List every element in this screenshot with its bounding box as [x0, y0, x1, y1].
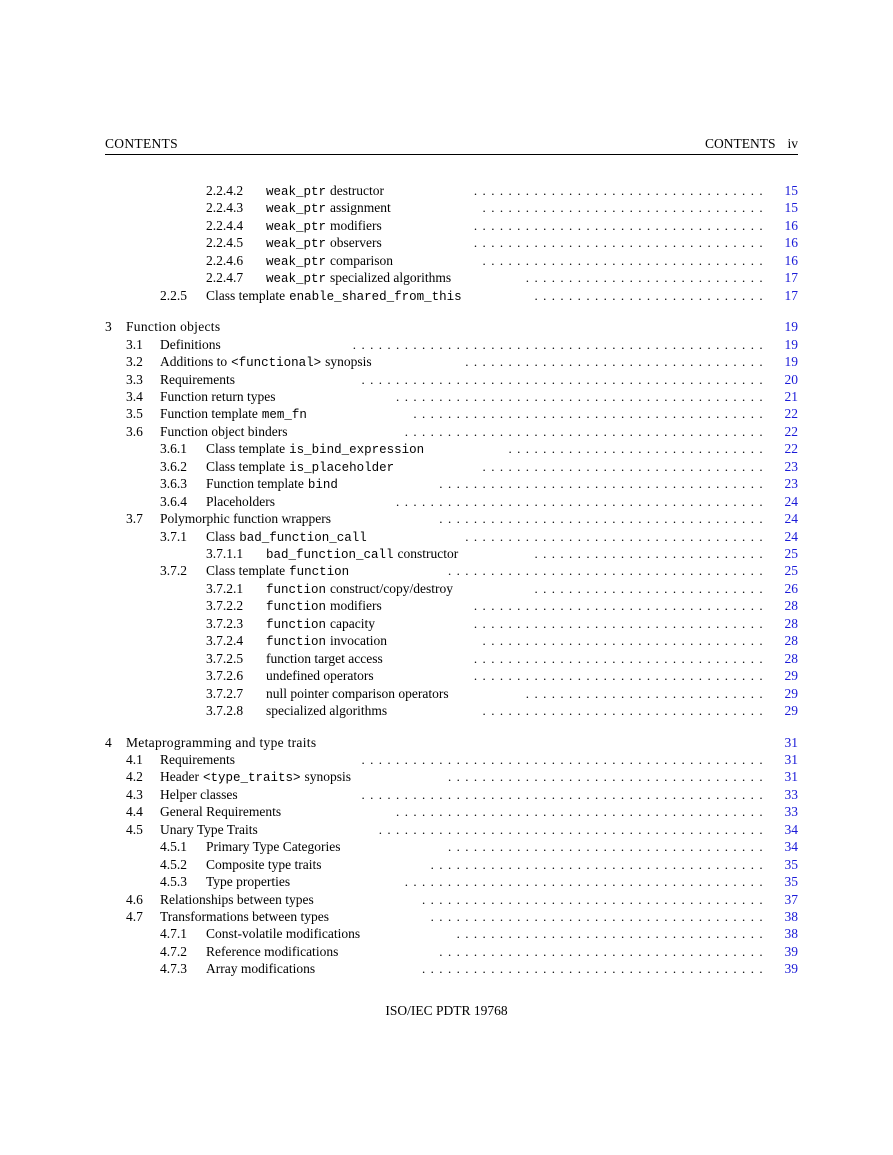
toc-plain-text: Definitions	[160, 336, 221, 352]
toc-page-link[interactable]: 20	[784, 371, 798, 387]
toc-entry-title[interactable]	[160, 768, 351, 787]
toc-page-link[interactable]: 17	[784, 270, 798, 286]
toc-plain-text: synopsis	[325, 354, 372, 370]
toc-entry[interactable]	[0, 510, 893, 528]
toc-dot-leader: ...........................................	[396, 493, 768, 509]
toc-entry-number: 4.5	[126, 821, 143, 837]
toc-entry-title[interactable]	[206, 440, 424, 459]
toc-page-link[interactable]: 25	[784, 563, 798, 579]
toc-entry-number: 2.2.4.4	[206, 217, 244, 233]
toc-entry[interactable]	[0, 199, 893, 217]
toc-page-link[interactable]: 24	[784, 511, 798, 527]
toc-entry-title[interactable]	[206, 528, 367, 547]
toc-code-text: bad_function_call	[239, 530, 367, 545]
toc-plain-text: Function template	[160, 406, 258, 422]
toc-entry-number: 2.2.5	[160, 287, 187, 303]
toc-entry-title[interactable]	[160, 908, 329, 926]
toc-code-text: bind	[307, 478, 338, 493]
toc-code-text: function	[266, 582, 327, 597]
toc-page-link[interactable]: 23	[784, 476, 798, 492]
toc-entry-number: 3.7.2.7	[206, 685, 244, 701]
toc-plain-text: Placeholders	[206, 493, 275, 509]
toc-entry-title[interactable]	[266, 650, 383, 668]
toc-dot-leader: ...........................................	[396, 804, 768, 820]
toc-page-link[interactable]: 28	[784, 598, 798, 614]
toc-entry[interactable]	[0, 528, 893, 546]
toc-entry-title[interactable]	[266, 702, 387, 720]
toc-chapter[interactable]	[0, 734, 893, 752]
toc-entry-title[interactable]	[160, 803, 281, 821]
toc-dot-leader: .................................	[482, 200, 768, 216]
toc-entry[interactable]	[0, 632, 893, 650]
toc-dot-leader: ..........................................	[404, 874, 768, 890]
toc-entry[interactable]	[0, 234, 893, 252]
toc-plain-text: Unary Type Traits	[160, 821, 258, 837]
toc-dot-leader: ....................................	[456, 926, 768, 942]
toc-entry[interactable]	[0, 786, 893, 804]
toc-plain-text: function target access	[266, 650, 383, 666]
toc-dot-leader: ..................................	[473, 598, 768, 614]
toc-code-text: weak_ptr	[266, 237, 327, 252]
toc-plain-text: Metaprogramming and type traits	[126, 734, 317, 750]
toc-entry-number: 4	[105, 734, 113, 750]
toc-entry-number: 2.2.4.5	[206, 235, 244, 251]
toc-page-link[interactable]: 31	[784, 734, 798, 750]
toc-entry-number: 4.7	[126, 909, 143, 924]
toc-entry-number: 4.4	[126, 804, 143, 820]
toc-entry[interactable]	[0, 751, 893, 769]
toc-entry-number: 3	[105, 319, 113, 335]
toc-entry-title[interactable]	[266, 217, 382, 236]
toc-entry[interactable]	[0, 405, 893, 423]
toc-dot-leader: ..................................	[473, 217, 768, 233]
toc-dot-leader: ..................................	[473, 668, 768, 684]
toc-entry[interactable]	[0, 667, 893, 685]
toc-entry-number: 3.7.2.1	[206, 580, 244, 596]
toc-entry[interactable]	[0, 856, 893, 874]
toc-dot-leader: .................................	[482, 458, 768, 474]
toc-plain-text: Composite type traits	[206, 856, 322, 872]
toc-code-text: is_placeholder	[289, 460, 395, 475]
toc-entry-title[interactable]	[266, 234, 382, 253]
toc-entry[interactable]	[0, 493, 893, 511]
toc-entry-title[interactable]	[206, 493, 275, 511]
toc-dot-leader: .....................................	[447, 839, 768, 855]
toc-entry-number: 4.5.2	[160, 856, 187, 872]
toc-entry-title[interactable]	[160, 405, 307, 424]
toc-entry-number: 3.7.1	[160, 528, 187, 544]
toc-chapter[interactable]	[0, 318, 893, 336]
toc-entry[interactable]	[0, 353, 893, 371]
toc-entry-title[interactable]	[266, 545, 458, 564]
toc-dot-leader: ..................................	[473, 615, 768, 631]
toc-entry[interactable]	[0, 803, 893, 821]
toc-entry-number: 4.7.3	[160, 961, 187, 977]
toc-dot-leader: ...........................................	[396, 388, 768, 404]
toc-dot-leader: ..........................................	[404, 423, 768, 439]
toc-code-text: is_bind_expression	[289, 443, 425, 458]
toc-dot-leader: ................................................	[352, 336, 768, 352]
toc-entry[interactable]	[0, 908, 893, 926]
toc-plain-text: specialized algorithms	[266, 703, 388, 719]
toc-dot-leader: ......................................	[439, 476, 768, 492]
toc-entry-number: 2.2.4.3	[206, 200, 244, 216]
toc-entry-number: 3.4	[126, 388, 143, 404]
toc-plain-text: Transformations between types	[160, 909, 329, 924]
toc-code-text: enable_shared_from_this	[289, 289, 462, 304]
toc-plain-text: Array modifications	[206, 961, 316, 977]
toc-page-link[interactable]: 31	[784, 769, 798, 785]
toc-entry-title[interactable]	[160, 510, 331, 528]
footer: ISO/IEC PDTR 19768	[385, 1003, 508, 1018]
toc-entry-title[interactable]	[160, 388, 275, 406]
running-header	[105, 136, 798, 155]
toc-entry[interactable]	[0, 458, 893, 476]
toc-entry-title[interactable]	[206, 943, 338, 961]
toc-entry[interactable]	[0, 269, 893, 287]
toc-page-link[interactable]: 34	[784, 821, 798, 837]
toc-dot-leader: .............................................	[378, 821, 768, 837]
toc-entry[interactable]	[0, 960, 893, 978]
toc-entry-number: 2.2.4.6	[206, 252, 244, 268]
toc-entry[interactable]	[0, 650, 893, 668]
toc-page-link[interactable]: 19	[784, 319, 798, 335]
toc-entry-title[interactable]	[206, 287, 462, 306]
toc-page-link[interactable]: 31	[784, 751, 798, 767]
toc-page-link[interactable]: 29	[784, 703, 798, 719]
toc-page-link[interactable]: 16	[784, 235, 798, 251]
toc-page-link[interactable]: 37	[784, 891, 798, 907]
toc-code-text: bad_function_call	[266, 548, 394, 562]
toc-plain-text: null pointer comparison operators	[266, 685, 449, 701]
toc-entry-number: 3.7.2.6	[206, 668, 244, 684]
toc-plain-text: Function return types	[160, 388, 276, 404]
toc-plain-text: Class	[206, 528, 236, 544]
toc-entry-title[interactable]	[266, 667, 374, 685]
toc-plain-text: Primary Type Categories	[206, 839, 341, 855]
toc-entry-number: 2.2.4.2	[206, 183, 244, 198]
toc-dot-leader: ........................................	[422, 961, 768, 977]
toc-page-link[interactable]: 24	[784, 493, 798, 509]
toc-page-link[interactable]: 29	[784, 668, 798, 684]
toc-entry[interactable]	[0, 943, 893, 961]
toc-entry[interactable]	[0, 182, 893, 200]
toc-entry-title[interactable]	[160, 786, 238, 804]
toc-entry-number: 3.2	[126, 354, 143, 370]
toc-page-link[interactable]: 19	[784, 336, 798, 352]
toc-dot-leader: ..................................	[473, 235, 768, 251]
toc-entry-number: 3.3	[126, 371, 143, 387]
toc-dot-leader: ............................	[525, 270, 768, 286]
toc-dot-leader: ............................	[525, 685, 768, 701]
toc-page-link[interactable]: 15	[784, 200, 798, 216]
toc-page-link[interactable]: 34	[784, 839, 798, 855]
toc-plain-text: assignment	[330, 200, 391, 216]
toc-entry-title[interactable]	[160, 821, 258, 839]
toc-entry[interactable]	[0, 217, 893, 235]
toc-dot-leader: .....................................	[447, 769, 768, 785]
toc-code-text: weak_ptr	[266, 185, 327, 199]
toc-entry[interactable]	[0, 768, 893, 786]
toc-entry[interactable]	[0, 336, 893, 354]
toc-dot-leader: ...........................	[534, 546, 768, 561]
toc-dot-leader: ...............................................	[361, 751, 768, 767]
toc-entry-title[interactable]	[206, 475, 338, 494]
toc-entry-title[interactable]	[266, 632, 387, 651]
toc-page-link[interactable]: 26	[784, 580, 798, 596]
toc-entry-title[interactable]	[266, 182, 384, 201]
toc-page-link[interactable]: 33	[784, 786, 798, 802]
toc-plain-text: modifiers	[330, 598, 382, 614]
toc-entry-number: 3.7.2.8	[206, 703, 244, 719]
toc-entry-title[interactable]	[266, 199, 391, 218]
toc-plain-text: Additions to	[160, 354, 228, 370]
toc-entry-number: 4.5.3	[160, 874, 187, 890]
toc-plain-text: Helper classes	[160, 786, 238, 802]
toc-entry-title[interactable]	[160, 353, 372, 372]
toc-page-link[interactable]: 35	[784, 856, 798, 872]
toc-code-text: function	[266, 635, 327, 650]
toc-page-link[interactable]: 17	[784, 287, 798, 303]
toc-page-link[interactable]: 38	[784, 909, 798, 924]
toc-plain-text: observers	[330, 235, 382, 251]
toc-entry-number: 3.6.3	[160, 476, 187, 492]
toc-plain-text: destructor	[330, 183, 384, 198]
toc-entry-number: 4.1	[126, 751, 143, 767]
header-left: CONTENTS	[105, 136, 178, 151]
toc-code-text: function	[289, 565, 350, 580]
toc-entry-title[interactable]	[266, 252, 393, 271]
toc-entry-number: 4.5.1	[160, 839, 187, 855]
toc-entry[interactable]	[0, 873, 893, 891]
toc-entry[interactable]	[0, 423, 893, 441]
toc-dot-leader: ...................................	[465, 354, 768, 370]
toc-entry[interactable]	[0, 615, 893, 633]
toc-page-link[interactable]: 39	[784, 943, 798, 959]
toc-entry-title[interactable]	[266, 597, 382, 616]
toc-entry-title[interactable]	[206, 873, 290, 891]
toc-entry-title[interactable]	[206, 562, 349, 581]
toc-plain-text: capacity	[330, 615, 375, 631]
toc-entry-title[interactable]	[266, 685, 449, 703]
toc-plain-text: invocation	[330, 633, 388, 649]
toc-entry-number: 3.5	[126, 406, 143, 422]
toc-entry-title[interactable]	[206, 838, 341, 856]
header-page-number: iv	[787, 136, 798, 151]
toc-code-text: mem_fn	[261, 408, 307, 423]
toc-entry-title[interactable]	[160, 891, 314, 909]
toc-dot-leader: ...........................	[534, 287, 768, 303]
toc-code-text: weak_ptr	[266, 202, 327, 217]
toc-code-text: <type_traits>	[202, 771, 301, 786]
toc-dot-leader: .................................	[482, 252, 768, 268]
toc-dot-leader: .................................	[482, 703, 768, 719]
toc-plain-text: Polymorphic function wrappers	[160, 511, 331, 527]
toc-entry-number: 4.6	[126, 891, 143, 907]
toc-plain-text: constructor	[397, 546, 459, 561]
toc-dot-leader: ...........................	[534, 580, 768, 596]
toc-entry-number: 3.6.4	[160, 493, 187, 509]
toc-entry-number: 3.7.2.4	[206, 633, 244, 649]
toc-code-text: weak_ptr	[266, 219, 327, 234]
toc-page-link[interactable]: 28	[784, 650, 798, 666]
toc-entry[interactable]	[0, 838, 893, 856]
toc-entry-number: 3.7	[126, 511, 143, 527]
toc-plain-text: Type properties	[206, 874, 291, 890]
toc-page-link[interactable]: 22	[784, 406, 798, 422]
toc-entry-number: 3.1	[126, 336, 143, 352]
toc-page-link[interactable]: 29	[784, 685, 798, 701]
toc-page-link[interactable]: 25	[784, 546, 798, 561]
toc-entry[interactable]	[0, 925, 893, 943]
toc-entry-number: 3.7.1.1	[206, 546, 244, 561]
toc-entry-title[interactable]	[206, 925, 360, 943]
toc-page-link[interactable]: 16	[784, 217, 798, 233]
toc-entry-number: 3.6	[126, 423, 143, 439]
toc-entry-number: 3.7.2.3	[206, 615, 244, 631]
toc-plain-text: Class template	[206, 563, 286, 579]
toc-plain-text: undefined operators	[266, 668, 374, 684]
toc-entry[interactable]	[0, 252, 893, 270]
toc-plain-text: Requirements	[160, 371, 235, 387]
toc-page-link[interactable]: 24	[784, 528, 798, 544]
toc-dot-leader: ..................................	[473, 183, 768, 198]
toc-entry-title[interactable]	[266, 580, 453, 599]
toc-entry-title[interactable]	[160, 371, 235, 389]
toc-entry-number: 4.3	[126, 786, 143, 802]
toc-entry[interactable]	[0, 580, 893, 598]
toc-page-link[interactable]: 35	[784, 874, 798, 890]
toc-entry[interactable]	[0, 545, 893, 563]
toc-page-link[interactable]: 28	[784, 633, 798, 649]
toc-dot-leader: ......................................	[439, 511, 768, 527]
toc-page-link[interactable]: 22	[784, 423, 798, 439]
header-right	[705, 136, 798, 152]
toc-entry-title[interactable]	[126, 318, 220, 336]
toc-plain-text: Header	[160, 769, 199, 785]
toc-entry[interactable]	[0, 440, 893, 458]
toc-plain-text: specialized algorithms	[330, 270, 452, 286]
toc-plain-text: Function template	[206, 476, 304, 492]
toc-plain-text: Function objects	[126, 319, 221, 335]
toc-entry[interactable]	[0, 562, 893, 580]
toc-entry-title[interactable]	[266, 269, 451, 288]
toc-entry-number: 3.7.2	[160, 563, 187, 579]
toc-entry-title[interactable]	[266, 615, 375, 634]
toc-entry-number: 3.7.2.2	[206, 598, 244, 614]
toc-plain-text: comparison	[330, 252, 394, 268]
toc-page-link[interactable]: 28	[784, 615, 798, 631]
toc-entry[interactable]	[0, 821, 893, 839]
toc-dot-leader: ...............................................	[361, 371, 768, 387]
toc-entry-number: 4.2	[126, 769, 143, 785]
toc-dot-leader: ..............................	[508, 441, 768, 457]
toc-page-link[interactable]: 33	[784, 804, 798, 820]
toc-entry-title[interactable]	[206, 856, 322, 874]
toc-plain-text: construct/copy/destroy	[330, 580, 453, 596]
toc-dot-leader: ........................................	[422, 891, 768, 907]
toc-entry[interactable]	[0, 388, 893, 406]
toc-entry[interactable]	[0, 475, 893, 493]
toc-entry[interactable]	[0, 597, 893, 615]
toc-dot-leader: ...................................	[465, 528, 768, 544]
toc-plain-text: Relationships between types	[160, 891, 314, 907]
toc-code-text: function	[266, 600, 327, 615]
toc-entry[interactable]	[0, 702, 893, 720]
toc-dot-leader: ......................................	[439, 943, 768, 959]
toc-dot-leader: .......................................	[430, 909, 768, 924]
toc-entry-title[interactable]	[206, 960, 315, 978]
toc-page-link[interactable]: 38	[784, 926, 798, 942]
toc-dot-leader: ...............................................	[361, 786, 768, 802]
toc-page-link[interactable]: 22	[784, 441, 798, 457]
toc-entry[interactable]	[0, 685, 893, 703]
toc-entry-number: 3.6.2	[160, 458, 187, 474]
toc-code-text: weak_ptr	[266, 254, 327, 269]
toc-dot-leader: .....................................	[447, 563, 768, 579]
toc-code-text: weak_ptr	[266, 272, 327, 287]
toc-entry-number: 2.2.4.7	[206, 270, 244, 286]
toc-entry-number: 4.7.2	[160, 943, 187, 959]
toc-plain-text: Reference modifications	[206, 943, 339, 959]
toc-page-link[interactable]: 23	[784, 458, 798, 474]
toc-plain-text: Function object binders	[160, 423, 288, 439]
toc-entry[interactable]	[0, 891, 893, 909]
toc-code-text: function	[266, 617, 327, 632]
toc-dot-leader: .......................................	[430, 856, 768, 872]
toc-plain-text: Class template	[206, 287, 286, 303]
toc-plain-text: Const-volatile modifications	[206, 926, 361, 942]
toc-plain-text: Class template	[206, 441, 286, 457]
toc-entry-number: 4.7.1	[160, 926, 187, 942]
toc-page-link[interactable]: 16	[784, 252, 798, 268]
toc-entry-title[interactable]	[126, 734, 316, 752]
header-right-title: CONTENTS	[704, 136, 776, 151]
toc-page-link[interactable]: 39	[784, 961, 798, 977]
toc-entry-number: 3.7.2.5	[206, 650, 244, 666]
toc-entry-title[interactable]	[206, 458, 394, 477]
toc-code-text: <functional>	[231, 356, 322, 371]
toc-plain-text: General Requirements	[160, 804, 282, 820]
toc-page-link[interactable]: 15	[784, 183, 798, 198]
toc-entry-number: 3.6.1	[160, 441, 187, 457]
toc-entry-title[interactable]	[160, 336, 221, 354]
toc-plain-text: Class template	[206, 458, 286, 474]
toc-plain-text: synopsis	[304, 769, 352, 785]
toc-plain-text: modifiers	[330, 217, 382, 233]
toc-entry[interactable]	[0, 371, 893, 389]
toc-page-link[interactable]: 21	[784, 388, 798, 404]
toc-entry-title[interactable]	[160, 423, 287, 441]
toc-dot-leader: ..................................	[473, 650, 768, 666]
toc-dot-leader: .................................	[482, 633, 768, 649]
toc-entry[interactable]	[0, 287, 893, 305]
toc-entry-title[interactable]	[160, 751, 235, 769]
toc-plain-text: Requirements	[160, 751, 235, 767]
toc-dot-leader: .........................................	[413, 406, 768, 422]
toc-page-link[interactable]: 19	[784, 354, 798, 370]
